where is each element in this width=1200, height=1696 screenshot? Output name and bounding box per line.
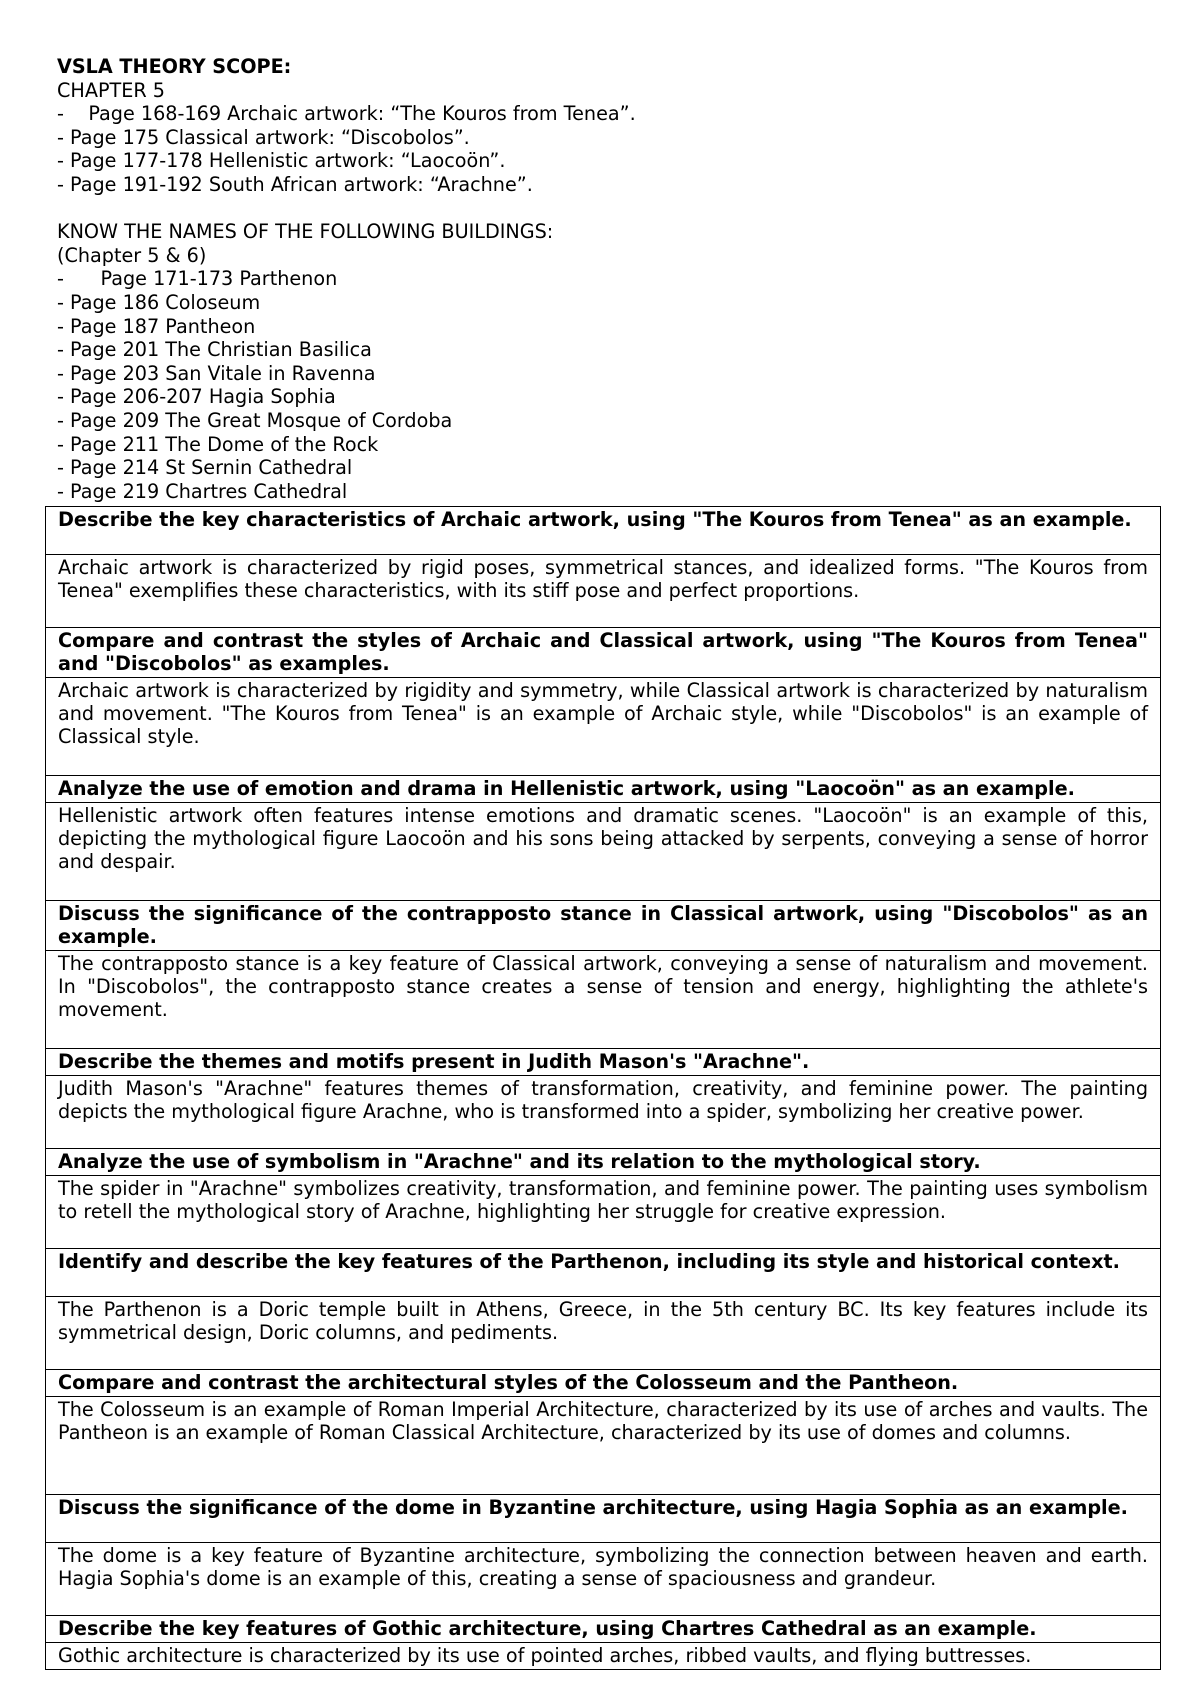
answer-cell: The Parthenon is a Doric temple built in Athens, Greece, in the 5th century BC. Its key features include its symmetrical design, Doric columns, and pediments. xyxy=(46,1297,1161,1370)
answer-cell: Gothic architecture is characterized by its use of pointed arches, ribbed vaults, and flying buttresses. xyxy=(46,1643,1161,1670)
answer-cell: The Colosseum is an example of Roman Imperial Architecture, characterized by its use of arches and vaults. The Pantheon is an example of Roman Classical Architecture, characterized by its use of domes and columns. xyxy=(46,1397,1161,1495)
building-item: - Page 206-207 Hagia Sophia xyxy=(57,385,336,409)
question-row xyxy=(46,901,1161,951)
building-item: - Page 186 Coloseum xyxy=(57,290,261,314)
question-cell: Analyze the use of symbolism in "Arachne" and its relation to the mythological story. xyxy=(46,1149,1161,1176)
building-item: - Page 201 The Christian Basilica xyxy=(57,338,372,362)
chapter-heading: CHAPTER 5 xyxy=(57,78,166,102)
question-row xyxy=(46,628,1161,678)
question-row xyxy=(46,1616,1161,1643)
artwork-item: - Page 168-169 Archaic artwork: “The Kouros from Tenea”. xyxy=(57,102,636,126)
question-cell: Describe the themes and motifs present in Judith Mason's "Arachne". xyxy=(46,1049,1161,1076)
artwork-item: - Page 191-192 South African artwork: “Arachne”. xyxy=(57,172,533,196)
question-row xyxy=(46,1149,1161,1176)
answer-row xyxy=(46,951,1161,1049)
question-row xyxy=(46,1370,1161,1397)
scope-section xyxy=(57,55,1057,503)
question-cell: Describe the key characteristics of Archaic artwork, using "The Kouros from Tenea" as an example. xyxy=(46,507,1161,555)
answer-cell: Hellenistic artwork often features intense emotions and dramatic scenes. "Laocoön" is an example of this, depicting the mythological figure Laocoön and his sons being attacked by serpents, conveying a sense of horror and despair. xyxy=(46,803,1161,901)
building-item: - Page 211 The Dome of the Rock xyxy=(57,432,379,456)
building-item: - Page 187 Pantheon xyxy=(57,314,256,338)
answer-cell: The spider in "Arachne" symbolizes creativity, transformation, and feminine power. The painting uses symbolism to retell the mythological story of Arachne, highlighting her struggle for creative expression. xyxy=(46,1176,1161,1249)
answer-row xyxy=(46,1643,1161,1670)
answer-row xyxy=(46,1176,1161,1249)
answer-cell: The contrapposto stance is a key feature of Classical artwork, conveying a sense of naturalism and movement. In "Discobolos", the contrapposto stance creates a sense of tension and energy, highlighting the athlete's movement. xyxy=(46,951,1161,1049)
answer-cell: Archaic artwork is characterized by rigidity and symmetry, while Classical artwork is characterized by naturalism and movement. "The Kouros from Tenea" is an example of Archaic style, while "Discobolos" is an example of Classical style. xyxy=(46,678,1161,776)
artwork-item: - Page 177-178 Hellenistic artwork: “Laocoön”. xyxy=(57,149,506,173)
building-item: - Page 171-173 Parthenon xyxy=(57,267,338,291)
answer-cell: Judith Mason's "Arachne" features themes of transformation, creativity, and feminine power. The painting depicts the mythological figure Arachne, who is transformed into a spider, symbolizing her creative power. xyxy=(46,1076,1161,1149)
question-row xyxy=(46,776,1161,803)
answer-row xyxy=(46,1397,1161,1495)
building-item: - Page 214 St Sernin Cathedral xyxy=(57,456,353,480)
artwork-item: - Page 175 Classical artwork: “Discobolos”. xyxy=(57,125,470,149)
buildings-heading: KNOW THE NAMES OF THE FOLLOWING BUILDINGS: xyxy=(57,220,554,244)
answer-row xyxy=(46,555,1161,628)
question-row xyxy=(46,1495,1161,1543)
question-row xyxy=(46,1249,1161,1297)
answer-cell: Archaic artwork is characterized by rigid poses, symmetrical stances, and idealized forms. "The Kouros from Tenea" exemplifies these characteristics, with its stiff pose and perfect proportions. xyxy=(46,555,1161,628)
question-cell: Discuss the significance of the contrapposto stance in Classical artwork, using "Discobolos" as an example. xyxy=(46,901,1161,951)
answer-row xyxy=(46,1297,1161,1370)
buildings-chapters: (Chapter 5 & 6) xyxy=(57,243,207,267)
question-cell: Compare and contrast the styles of Archaic and Classical artwork, using "The Kouros from Tenea" and "Discobolos" as examples. xyxy=(46,628,1161,678)
question-cell: Compare and contrast the architectural styles of the Colosseum and the Pantheon. xyxy=(46,1370,1161,1397)
question-cell: Discuss the significance of the dome in Byzantine architecture, using Hagia Sophia as an example. xyxy=(46,1495,1161,1543)
question-cell: Analyze the use of emotion and drama in Hellenistic artwork, using "Laocoön" as an example. xyxy=(46,776,1161,803)
spacer xyxy=(57,197,1057,221)
answer-row xyxy=(46,803,1161,901)
answer-row xyxy=(46,678,1161,776)
question-row xyxy=(46,1049,1161,1076)
question-row xyxy=(46,507,1161,555)
question-cell: Describe the key features of Gothic architecture, using Chartres Cathedral as an example. xyxy=(46,1616,1161,1643)
answer-row xyxy=(46,1543,1161,1616)
scope-title: VSLA THEORY SCOPE: xyxy=(57,55,292,78)
answer-cell: The dome is a key feature of Byzantine architecture, symbolizing the connection between heaven and earth. Hagia Sophia's dome is an example of this, creating a sense of spaciousness and grandeur. xyxy=(46,1543,1161,1616)
question-cell: Identify and describe the key features of the Parthenon, including its style and historical context. xyxy=(46,1249,1161,1297)
building-item: - Page 209 The Great Mosque of Cordoba xyxy=(57,408,453,432)
building-item: - Page 203 San Vitale in Ravenna xyxy=(57,361,376,385)
answer-row xyxy=(46,1076,1161,1149)
building-item: - Page 219 Chartres Cathedral xyxy=(57,479,348,503)
qa-table xyxy=(45,506,1161,1670)
